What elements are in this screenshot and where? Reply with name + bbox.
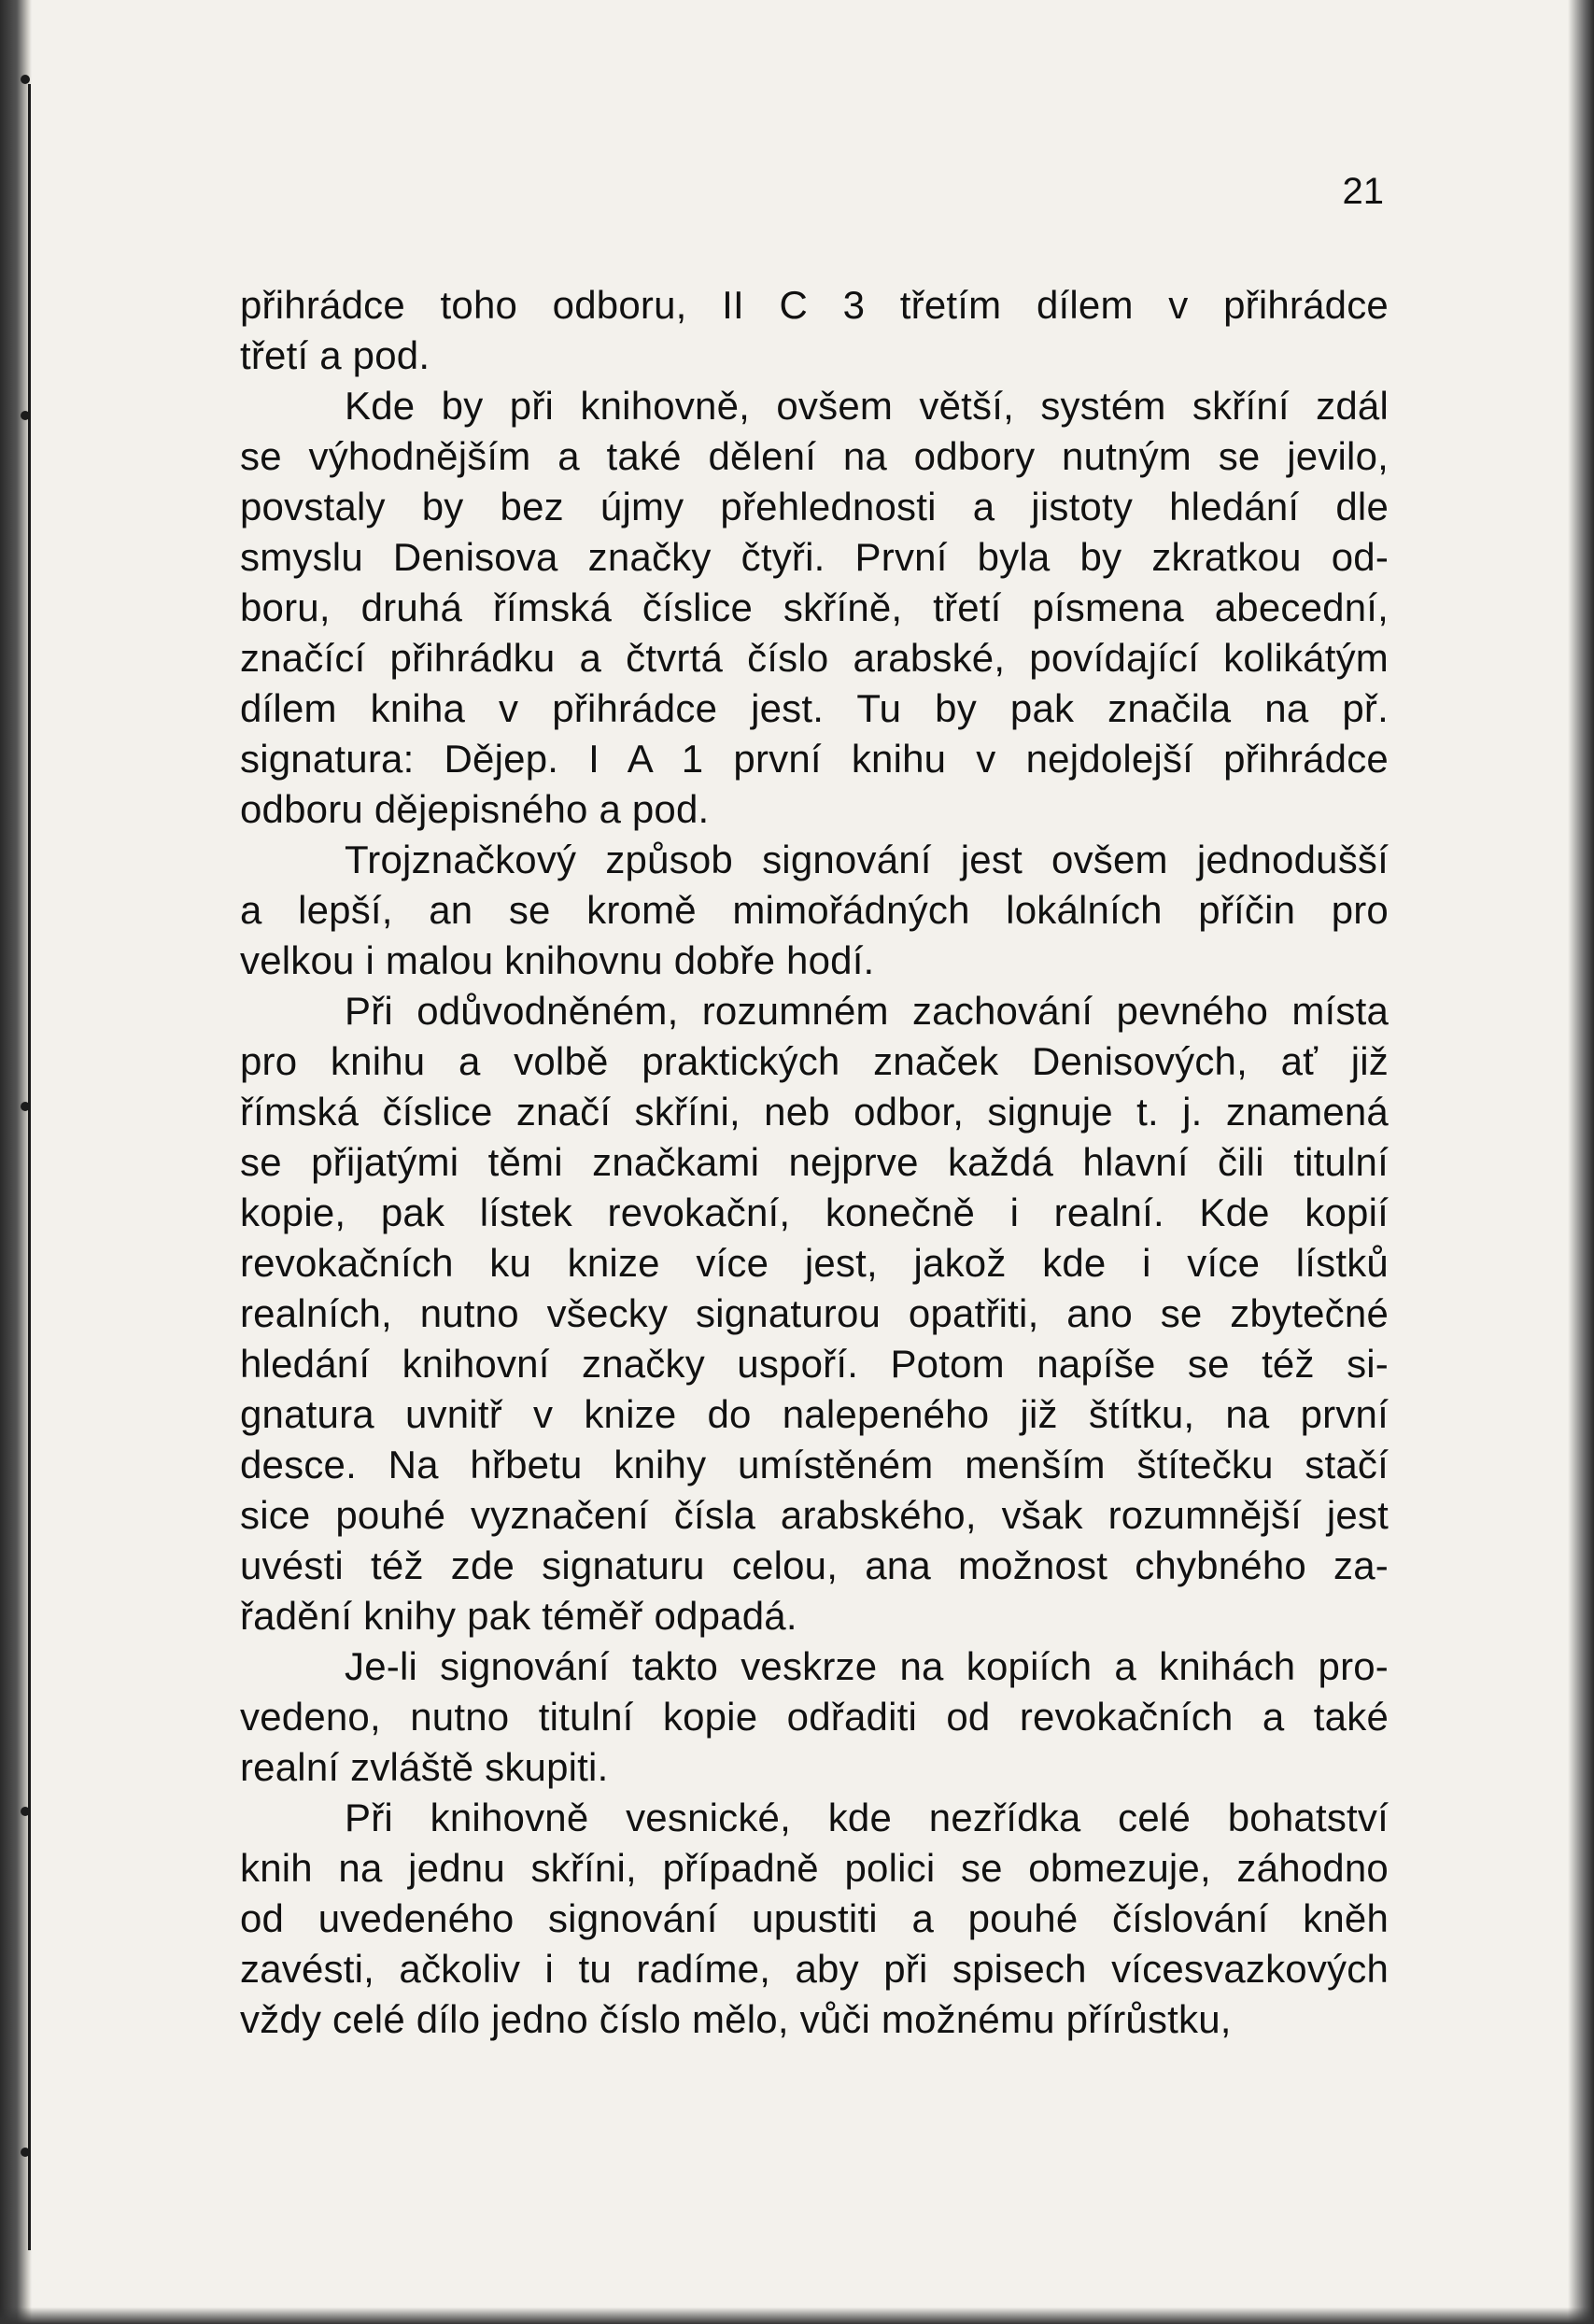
binding-thread-mark [21, 75, 30, 84]
text-line: realní zvláště skupiti. [240, 1745, 609, 1789]
text-line: Kde by při knihovně, ovšem větší, systém skříní zdál [345, 384, 1389, 428]
text-line: řadění knihy pak téměř odpadá. [240, 1594, 797, 1638]
paragraph [240, 1641, 1389, 1793]
page-number: 21 [1342, 171, 1384, 212]
text-line: třetí a pod. [240, 333, 430, 377]
binding-thread-mark [21, 1102, 30, 1111]
text-line: dílem kniha v přihrádce jest. Tu by pak značila na př. [240, 686, 1389, 730]
text-line: povstaly by bez újmy přehlednosti a jistoty hledání dle [240, 485, 1389, 528]
paragraph [240, 835, 1389, 986]
text-line: boru, druhá římská číslice skříně, třetí písmena abecední, [240, 585, 1389, 629]
text-line: zavésti, ačkoliv i tu radíme, aby při spisech vícesvazkových [240, 1947, 1389, 1991]
text-line: se přijatými těmi značkami nejprve každá hlavní čili titulní [240, 1140, 1389, 1184]
paragraph [240, 280, 1389, 381]
text-line: Trojznačkový způsob signování jest ovšem jednodušší [345, 838, 1389, 881]
text-line: odboru dějepisného a pod. [240, 787, 710, 831]
paragraph [240, 1793, 1389, 2045]
text-line: Při odůvodněném, rozumném zachování pevného místa [345, 989, 1389, 1033]
text-line: značící přihrádku a čtvrtá číslo arabské, povídající kolikátým [240, 636, 1389, 680]
text-line: knih na jednu skříni, případně polici se obmezuje, záhodno [240, 1846, 1389, 1890]
page-edge-shadow [1568, 0, 1594, 2324]
text-line: a lepší, an se kromě mimořádných lokálních příčin pro [240, 888, 1389, 932]
paragraph [240, 381, 1389, 835]
text-line: velkou i malou knihovnu dobře hodí. [240, 938, 875, 982]
text-line: gnatura uvnitř v knize do nalepeného již štítku, na první [240, 1392, 1389, 1436]
text-line: římská číslice značí skříni, neb odbor, signuje t. j. znamená [240, 1090, 1389, 1134]
text-line: vedeno, nutno titulní kopie odřaditi od revokačních a také [240, 1695, 1389, 1739]
bottom-edge-shadow [0, 2307, 1594, 2324]
text-line: se výhodnějším a také dělení na odbory nutným se jevilo, [240, 434, 1389, 478]
text-line: realních, nutno všecky signaturou opatřiti, ano se zbytečné [240, 1291, 1389, 1335]
text-line: desce. Na hřbetu knihy umístěném menším štítečku stačí [240, 1443, 1389, 1486]
binding-shadow [0, 0, 32, 2324]
text-line: smyslu Denisova značky čtyři. První byla by zkratkou od- [240, 535, 1389, 579]
paragraph [240, 986, 1389, 1641]
binding-thread-mark [21, 1807, 30, 1816]
text-line: hledání knihovní značky uspoří. Potom napíše se též si- [240, 1342, 1389, 1386]
binding-line [28, 84, 31, 2250]
text-line: Je-li signování takto veskrze na kopiích a knihách pro- [345, 1644, 1389, 1688]
text-line: přihrádce toho odboru, II C 3 třetím dílem v přihrádce [240, 283, 1389, 327]
binding-thread-mark [21, 2148, 30, 2157]
text-line: signatura: Dějep. I A 1 první knihu v nejdolejší přihrádce [240, 737, 1389, 781]
text-line: pro knihu a volbě praktických značek Denisových, ať již [240, 1039, 1389, 1083]
text-line: od uvedeného signování upustiti a pouhé číslování kněh [240, 1896, 1389, 1940]
body-text [240, 280, 1389, 2045]
text-line: revokačních ku knize více jest, jakož kde i více lístků [240, 1241, 1389, 1285]
text-line: kopie, pak lístek revokační, konečně i realní. Kde kopií [240, 1190, 1389, 1234]
text-line: Při knihovně vesnické, kde nezřídka celé bohatství [345, 1796, 1389, 1839]
text-line: uvésti též zde signaturu celou, ana možnost chybného za- [240, 1543, 1389, 1587]
binding-thread-mark [21, 411, 30, 420]
text-line: sice pouhé vyznačení čísla arabského, však rozumnější jest [240, 1493, 1389, 1537]
text-line: vždy celé dílo jedno číslo mělo, vůči možnému přírůstku, [240, 1997, 1232, 2041]
